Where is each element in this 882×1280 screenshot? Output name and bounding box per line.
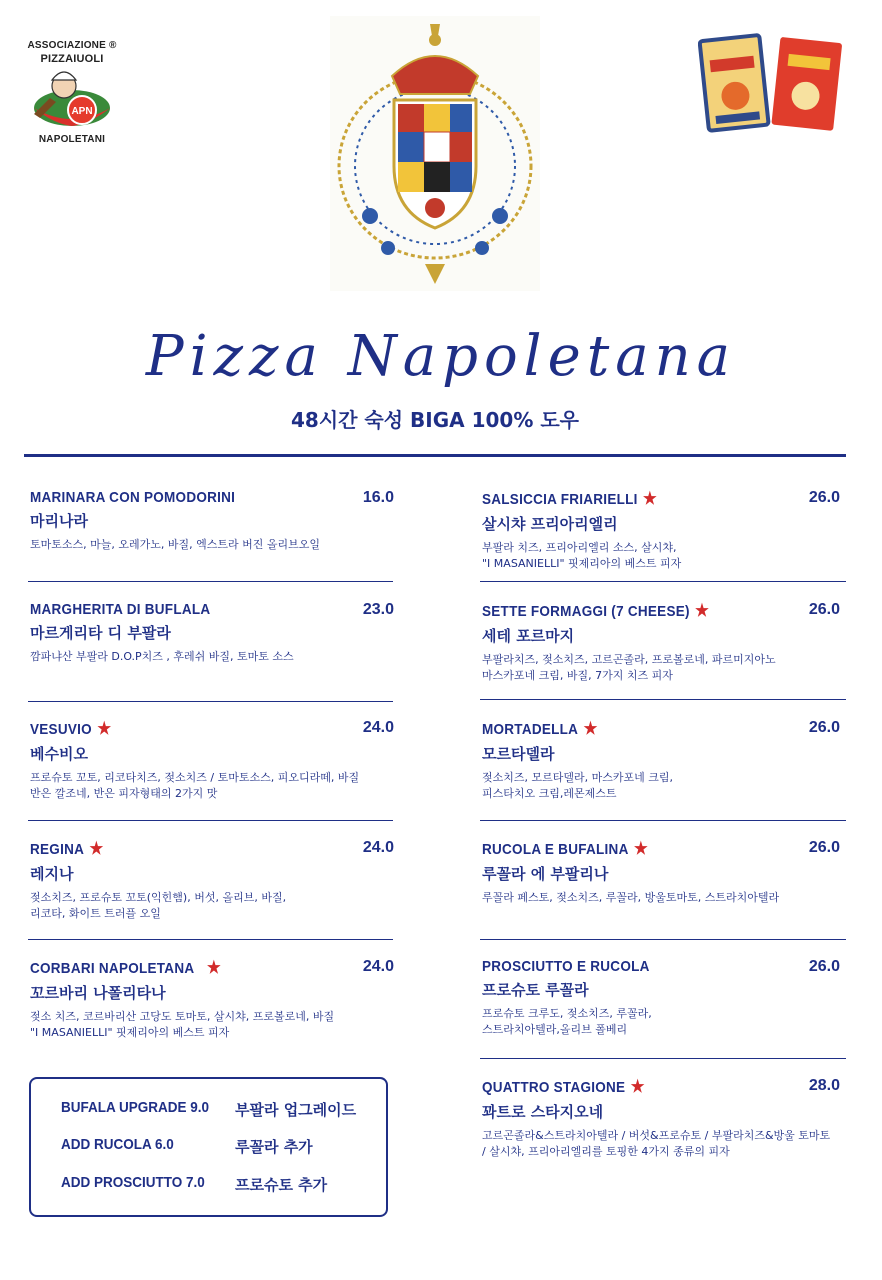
item-price: 26.0 bbox=[808, 719, 840, 736]
item-price: 26.0 bbox=[808, 958, 840, 975]
item-korean-name: 레지나 bbox=[30, 865, 74, 883]
item-description: 부팔라치즈, 젖소치즈, 고르곤졸라, 프로볼로네, 파르미지아노 마스카포네 크림, 바질, 7가지 치즈 피자 bbox=[482, 653, 776, 682]
addon-label: ADD RUCOLA 6.0 bbox=[61, 1136, 174, 1153]
item-korean-name: 마르게리타 디 부팔라 bbox=[30, 624, 171, 642]
item-description: 젖소치즈, 모르타델라, 마스카포네 크림, 피스타치오 크림,레몬제스트 bbox=[482, 771, 673, 800]
item-divider bbox=[28, 701, 393, 702]
item-description: 고르곤졸라&스트라치아텔라 / 버섯&프로슈토 / 부팔라치즈&방울 토마토 / 살시챠, 프리아리엘리를 토핑한 4가지 종류의 피자 bbox=[482, 1129, 831, 1158]
apn-badge-text: APN bbox=[71, 106, 93, 117]
item-korean-name: 꼬르바리 나폴리타나 bbox=[30, 984, 166, 1002]
item-korean-name: 모르타델라 bbox=[482, 745, 555, 763]
star-icon: ★ bbox=[643, 489, 658, 508]
item-description: 젖소치즈, 프로슈토 꼬토(익힌햄), 버섯, 올리브, 바질, 리코타, 화이트 트러플 오일 bbox=[30, 891, 287, 920]
item-name: SETTE FORMAGGI (7 CHEESE) bbox=[482, 603, 690, 620]
star-icon: ★ bbox=[206, 958, 221, 977]
item-price: 16.0 bbox=[362, 489, 394, 506]
item-divider bbox=[480, 581, 846, 582]
item-korean-name: 베수비오 bbox=[30, 745, 88, 763]
menu-item-margherita bbox=[30, 601, 394, 665]
item-name: MARINARA CON POMODORINI bbox=[30, 489, 236, 506]
item-description: 프로슈토 꼬토, 리코타치즈, 젖소치즈 / 토마토소스, 피오디라떼, 바질 반은 깔조네, 반은 피자형태의 2가지 맛 bbox=[30, 771, 360, 800]
item-price: 24.0 bbox=[362, 839, 394, 856]
addons-box bbox=[29, 1077, 388, 1217]
item-korean-name: 루꼴라 에 부팔리나 bbox=[482, 865, 609, 883]
royal-coat-of-arms-icon bbox=[330, 16, 540, 291]
menu-subtitle: 48시간 숙성 BIGA 100% 도우 bbox=[291, 408, 579, 432]
item-description: 젖소 치즈, 코르바리산 고당도 토마토, 살시챠, 프로볼로네, 바질 "I MASANIELLI" 핏제리아의 베스트 피자 bbox=[30, 1010, 335, 1039]
star-icon: ★ bbox=[633, 839, 648, 858]
item-korean-name: 마리나라 bbox=[30, 512, 88, 530]
menu-item-mortadella bbox=[482, 719, 840, 802]
star-icon: ★ bbox=[630, 1077, 645, 1096]
item-price: 23.0 bbox=[362, 601, 394, 618]
item-price: 24.0 bbox=[362, 719, 394, 736]
menu-title: Pizza Napoletana bbox=[145, 324, 737, 389]
addon-korean-label: 프로슈토 추가 bbox=[235, 1176, 328, 1194]
item-korean-name: 프로슈토 루꼴라 bbox=[482, 981, 589, 999]
item-name: REGINA bbox=[30, 841, 85, 858]
menu-item-corbari bbox=[30, 958, 394, 1041]
item-divider bbox=[28, 939, 393, 940]
item-description: 프로슈토 크루도, 젖소치즈, 루꼴라, 스트라치아텔라,올리브 폴베리 bbox=[482, 1007, 652, 1036]
item-name: RUCOLA E BUFALINA bbox=[482, 841, 629, 858]
item-price: 26.0 bbox=[808, 839, 840, 856]
addon-label: ADD PROSCIUTTO 7.0 bbox=[61, 1174, 205, 1191]
flour-bags-icon bbox=[698, 30, 844, 134]
item-korean-name: 세테 포르마지 bbox=[482, 627, 575, 645]
item-divider bbox=[480, 699, 846, 700]
item-divider bbox=[28, 820, 393, 821]
item-description: 부팔라 치즈, 프리아리엘리 소스, 살시챠, "I MASANIELLI" 핏제리아의 베스트 피자 bbox=[482, 541, 682, 570]
pizzaiolo-illustration bbox=[30, 68, 114, 130]
menu-item-regina bbox=[30, 839, 394, 922]
item-name: QUATTRO STAGIONE bbox=[482, 1079, 626, 1096]
item-price: 26.0 bbox=[808, 601, 840, 618]
apn-logo-mid-text: PIZZAIUOLI bbox=[40, 53, 104, 65]
item-description: 루꼴라 페스토, 젖소치즈, 루꼴라, 방울토마토, 스트라치아텔라 bbox=[482, 891, 780, 904]
menu-item-prosciutto-rucola bbox=[482, 958, 840, 1038]
item-name: PROSCIUTTO E RUCOLA bbox=[482, 958, 650, 975]
menu-item-quattro-stagione bbox=[482, 1077, 858, 1160]
header-divider bbox=[24, 454, 846, 457]
addon-korean-label: 루꼴라 추가 bbox=[235, 1138, 313, 1156]
menu-item-vesuvio bbox=[30, 719, 394, 802]
item-name: MORTADELLA bbox=[482, 721, 579, 738]
star-icon: ★ bbox=[89, 839, 104, 858]
menu-item-marinara bbox=[30, 489, 394, 553]
item-name: VESUVIO bbox=[30, 721, 92, 738]
menu-item-salsiccia bbox=[482, 489, 840, 572]
star-icon: ★ bbox=[97, 719, 112, 738]
apn-logo-top-text: ASSOCIAZIONE ® bbox=[27, 40, 117, 51]
item-description: 깜파냐산 부팔라 D.O.P치즈 , 후레쉬 바질, 토마토 소스 bbox=[30, 650, 294, 663]
item-name: MARGHERITA DI BUFLALA bbox=[30, 601, 211, 618]
menu-item-sette-formaggi bbox=[482, 601, 840, 684]
menu-item-rucola-bufalina bbox=[482, 839, 840, 906]
item-price: 26.0 bbox=[808, 489, 840, 506]
item-price: 28.0 bbox=[808, 1077, 840, 1094]
item-divider bbox=[480, 939, 846, 940]
star-icon: ★ bbox=[695, 601, 710, 620]
item-name: SALSICCIA FRIARIELLI bbox=[482, 491, 638, 508]
item-divider bbox=[480, 820, 846, 821]
addon-korean-label: 부팔라 업그레이드 bbox=[235, 1101, 357, 1119]
item-divider bbox=[480, 1058, 846, 1059]
item-description: 토마토소스, 마늘, 오레가노, 바질, 엑스트라 버진 올리브오일 bbox=[30, 538, 320, 551]
item-price: 24.0 bbox=[362, 958, 394, 975]
addon-label: BUFALA UPGRADE 9.0 bbox=[61, 1099, 210, 1116]
star-icon: ★ bbox=[583, 719, 598, 738]
item-korean-name: 꽈트로 스타지오네 bbox=[482, 1103, 604, 1121]
item-name: CORBARI NAPOLETANA bbox=[30, 960, 195, 977]
item-divider bbox=[28, 581, 393, 582]
apn-logo-bottom-text: NAPOLETANI bbox=[38, 134, 106, 145]
item-korean-name: 살시챠 프리아리엘리 bbox=[482, 515, 618, 533]
apn-logo bbox=[24, 34, 120, 154]
